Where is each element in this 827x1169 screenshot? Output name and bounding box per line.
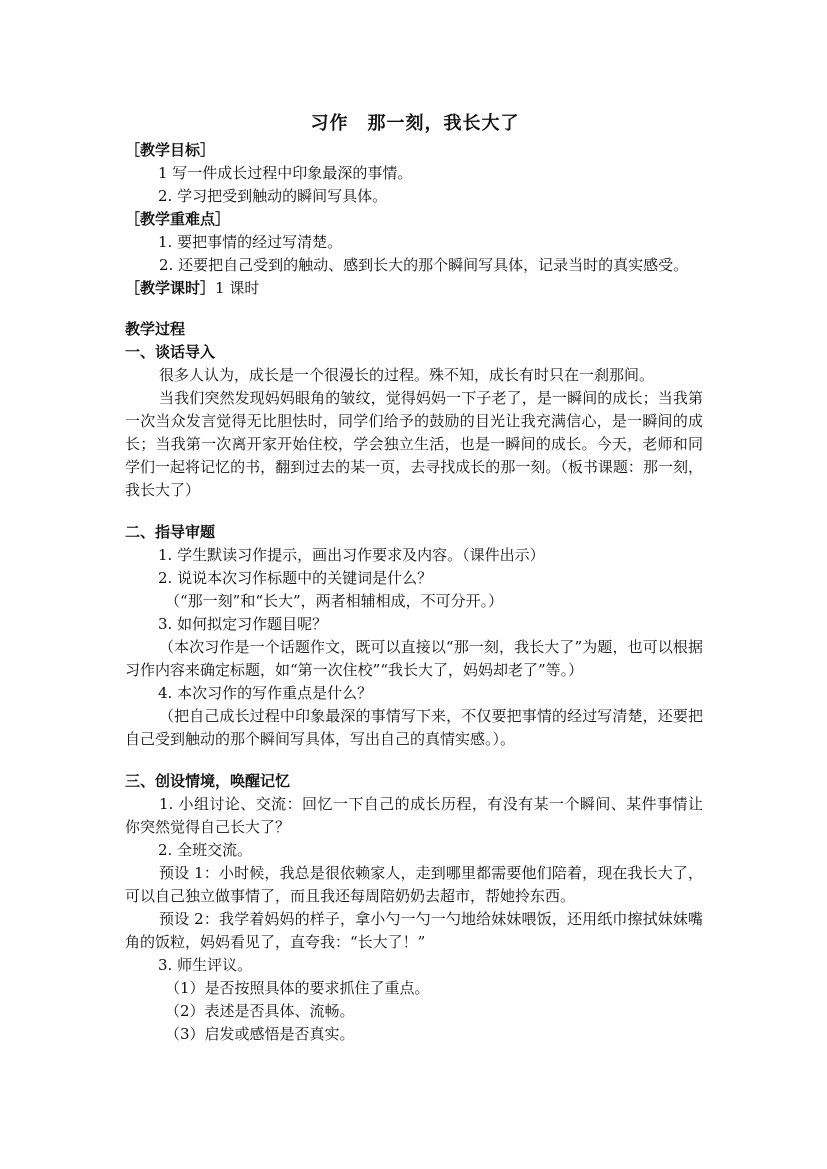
question: 4. 本次习作的写作重点是什么？ — [158, 684, 373, 702]
question: 1. 学生默读习作提示，画出习作要求及内容。（课件出示） — [158, 546, 545, 564]
question: 2. 说说本次习作标题中的关键词是什么？ — [158, 569, 433, 587]
process-heading: 教学过程 — [125, 320, 186, 338]
criterion: （1）是否按照具体的要求抓住了重点。 — [165, 979, 430, 997]
answer: （把自己成长过程中印象最深的事情写下来，不仅要把事情的经过写清楚，还要把自己受到触动的那个瞬间写具体，写出自己的真情实感。）。 — [125, 707, 703, 748]
hours-value: 1 课时 — [215, 279, 260, 297]
section-heading: 一、谈话导入 — [125, 343, 216, 361]
document-content — [125, 109, 703, 1046]
criterion: （3）启发或感悟是否真实。 — [165, 1025, 355, 1043]
paragraph: 很多人认为，成长是一个很漫长的过程。殊不知，成长有时只在一刹那间。 — [159, 366, 655, 384]
question: 1. 小组讨论、交流：回忆一下自己的成长历程，有没有某一个瞬间、某件事情让你突然觉得自己长大了？ — [125, 795, 703, 836]
goals-heading: ［教学目标］ — [125, 141, 216, 159]
answer: （“那一刻”和“长大”，两者相辅相成，不可分开。） — [165, 592, 504, 610]
question: 3. 师生评议。 — [158, 956, 253, 974]
paragraph: 预设 2：我学着妈妈的样子，拿小勺一勺一勺地给妹妹喂饭，还用纸巾擦拭妹妹嘴角的饭粒，妈妈看见了，直夸我：“长大了！” — [125, 910, 703, 951]
page-title: 习作 那一刻，我长大了 — [310, 113, 520, 134]
hours-line — [125, 277, 703, 300]
keypoints-heading: ［教学重难点］ — [125, 210, 231, 228]
keypoint-item: 1. 要把事情的经过写清楚。 — [158, 233, 343, 251]
question: 3. 如何拟定习作题目呢？ — [158, 615, 328, 633]
section-heading: 三、创设情境，唤醒记忆 — [125, 772, 291, 790]
hours-heading: ［教学课时］ — [125, 279, 216, 297]
keypoint-item: 2. 还要把自己受到的触动、感到长大的那个瞬间写具体，记录当时的真实感受。 — [159, 256, 689, 274]
question: 2. 全班交流。 — [158, 841, 253, 859]
criterion: （2）表述是否具体、流畅。 — [165, 1002, 355, 1020]
answer: （本次习作是一个话题作文，既可以直接以“那一刻，我长大了”为题，也可以根据习作内容来确定标题，如“第一次住校”“我长大了，妈妈却老了”等。） — [125, 638, 703, 679]
paragraph: 当我们突然发现妈妈眼角的皱纹，觉得妈妈一下子老了，是一瞬间的成长；当我第一次当众发言觉得无比胆怯时，同学们给予的鼓励的目光让我充满信心，是一瞬间的成长；当我第一次离开家开始住校，学会独立生活，也是一瞬间的成长。今天，老师和同学们一起将记忆的书，翻到过去的某一页，去寻找成长的那一刻。（板书课题：那一刻，我长大了） — [125, 389, 703, 499]
goal-item: 2. 学习把受到触动的瞬间写具体。 — [158, 187, 388, 205]
section-heading: 二、指导审题 — [125, 523, 216, 541]
goal-item: 1 写一件成长过程中印象最深的事情。 — [158, 164, 413, 182]
paragraph: 预设 1：小时候，我总是很依赖家人，走到哪里都需要他们陪着，现在我长大了，可以自己独立做事情了，而且我还每周陪奶奶去超市，帮她拎东西。 — [125, 864, 703, 905]
